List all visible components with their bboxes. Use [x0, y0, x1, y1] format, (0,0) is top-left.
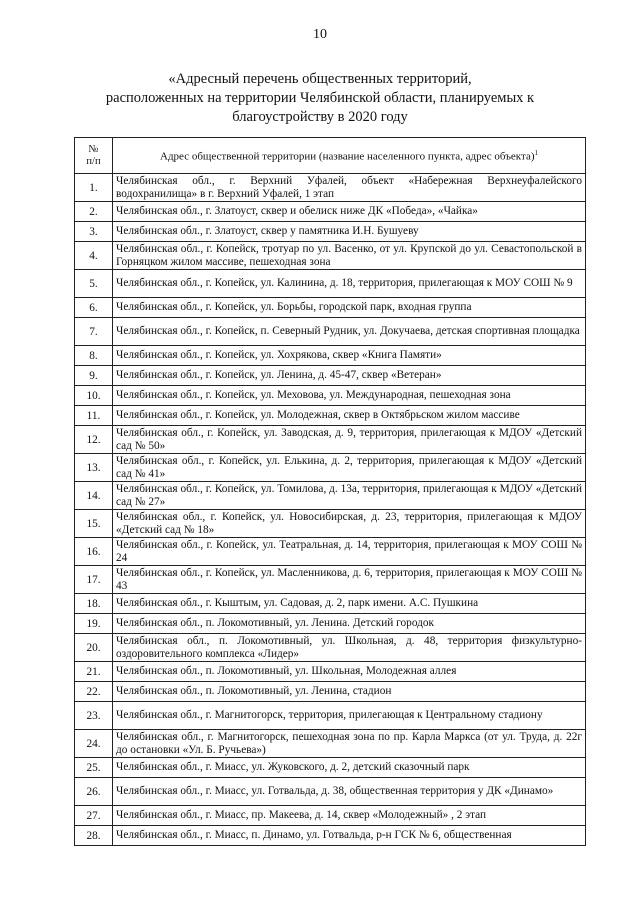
- table-row: [75, 482, 586, 510]
- row-number: 27.: [75, 806, 113, 826]
- title-line-1: «Адресный перечень общественных территорий,: [168, 71, 472, 87]
- row-address: Челябинская обл., г. Копейск, ул. Калинина, д. 18, территория, прилегающая к МОУ СОШ № 9: [113, 270, 586, 298]
- row-address: Челябинская обл., г. Копейск, ул. Борьбы, городской парк, входная группа: [113, 298, 586, 318]
- address-column-header: [113, 138, 586, 174]
- row-number: 2.: [75, 202, 113, 222]
- row-address: Челябинская обл., п. Локомотивный, ул. Школьная, Молодежная аллея: [113, 662, 586, 682]
- row-address: Челябинская обл., г. Верхний Уфалей, объект «Набережная Верхнеуфалейского водохранилища» в г. Верхний Уфалей, 1 этап: [113, 174, 586, 202]
- row-number: 11.: [75, 406, 113, 426]
- table-row: [75, 174, 586, 202]
- row-address: Челябинская обл., г. Копейск, ул. Масленникова, д. 6, территория, прилегающая к МОУ СОШ № 43: [113, 566, 586, 594]
- row-number: 8.: [75, 346, 113, 366]
- address-header-text: Адрес общественной территории (название населенного пункта, адрес объекта): [160, 150, 535, 163]
- title-line-2: расположенных на территории Челябинской области, планируемых к: [105, 90, 535, 106]
- row-address: Челябинская обл., г. Копейск, ул. Молодежная, сквер в Октябрьском жилом массиве: [113, 406, 586, 426]
- table-row: [75, 634, 586, 662]
- row-address: Челябинская обл., г. Миасс, п. Динамо, ул. Готвальда, р-н ГСК № 6, общественная: [113, 826, 586, 846]
- row-address: Челябинская обл., г. Миасс, ул. Жуковского, д. 2, детский сказочный парк: [113, 758, 586, 778]
- row-number: 28.: [75, 826, 113, 846]
- row-number: 25.: [75, 758, 113, 778]
- row-number: 20.: [75, 634, 113, 662]
- table-row: [75, 538, 586, 566]
- table-row: [75, 778, 586, 806]
- row-number: 14.: [75, 482, 113, 510]
- row-address: Челябинская обл., г. Златоуст, сквер и обелиск ниже ДК «Победа», «Чайка»: [113, 202, 586, 222]
- table-row: [75, 662, 586, 682]
- row-address: Челябинская обл., г. Магнитогорск, территория, прилегающая к Центральному стадиону: [113, 702, 586, 730]
- number-column-header: [75, 138, 113, 174]
- table-row: [75, 222, 586, 242]
- table-body: [75, 174, 586, 846]
- table-row: [75, 758, 586, 778]
- table-row: [75, 510, 586, 538]
- table-row: [75, 426, 586, 454]
- row-address: Челябинская обл., г. Копейск, ул. Меховова, ул. Международная, пешеходная зона: [113, 386, 586, 406]
- row-address: Челябинская обл., г. Копейск, ул. Хохрякова, сквер «Книга Памяти»: [113, 346, 586, 366]
- row-address: Челябинская обл., г. Копейск, ул. Заводская, д. 9, территория, прилегающая к МДОУ «Детский сад № 50»: [113, 426, 586, 454]
- row-address: Челябинская обл., г. Копейск, ул. Театральная, д. 14, территория, прилегающая к МОУ СОШ № 24: [113, 538, 586, 566]
- table-row: [75, 702, 586, 730]
- table-row: [75, 366, 586, 386]
- row-number: 10.: [75, 386, 113, 406]
- row-number: 1.: [75, 174, 113, 202]
- row-number: 12.: [75, 426, 113, 454]
- table-row: [75, 270, 586, 298]
- row-address: Челябинская обл., г. Копейск, ул. Томилова, д. 13а, территория, прилегающая к МДОУ «Детский сад № 27»: [113, 482, 586, 510]
- document-title: [80, 70, 560, 127]
- row-number: 17.: [75, 566, 113, 594]
- table-row: [75, 454, 586, 482]
- table-row: [75, 298, 586, 318]
- table-row: [75, 730, 586, 758]
- table-row: [75, 406, 586, 426]
- row-address: Челябинская обл., г. Копейск, п. Северный Рудник, ул. Докучаева, детская спортивная площадка: [113, 318, 586, 346]
- page-number: 10: [313, 27, 327, 42]
- row-number: 4.: [75, 242, 113, 270]
- row-address: Челябинская обл., п. Локомотивный, ул. Ленина, стадион: [113, 682, 586, 702]
- table-row: [75, 614, 586, 634]
- row-number: 23.: [75, 702, 113, 730]
- table-row: [75, 386, 586, 406]
- row-number: 16.: [75, 538, 113, 566]
- row-address: Челябинская обл., г. Златоуст, сквер у памятника И.Н. Бушуеву: [113, 222, 586, 242]
- table-row: [75, 242, 586, 270]
- table-header-row: [75, 138, 586, 174]
- number-sign: №: [88, 143, 99, 155]
- row-address: Челябинская обл., г. Кыштым, ул. Садовая, д. 2, парк имени. А.С. Пушкина: [113, 594, 586, 614]
- row-number: 7.: [75, 318, 113, 346]
- row-number: 21.: [75, 662, 113, 682]
- table-row: [75, 318, 586, 346]
- table-row: [75, 806, 586, 826]
- row-number: 6.: [75, 298, 113, 318]
- row-address: Челябинская обл., г. Копейск, ул. Новосибирская, д. 23, территория, прилегающая к МДОУ «Детский сад № 18»: [113, 510, 586, 538]
- row-number: 15.: [75, 510, 113, 538]
- row-number: 22.: [75, 682, 113, 702]
- row-address: Челябинская обл., г. Копейск, ул. Ленина, д. 45-47, сквер «Ветеран»: [113, 366, 586, 386]
- row-number: 19.: [75, 614, 113, 634]
- table-row: [75, 566, 586, 594]
- table-row: [75, 594, 586, 614]
- row-address: Челябинская обл., г. Магнитогорск, пешеходная зона по пр. Карла Маркса (от ул. Труда, д. 22г до остановки «Ул. Б. Ручьева»): [113, 730, 586, 758]
- title-line-3: благоустройству в 2020 году: [232, 109, 408, 125]
- row-address: Челябинская обл., п. Локомотивный, ул. Ленина. Детский городок: [113, 614, 586, 634]
- row-number: 18.: [75, 594, 113, 614]
- row-address: Челябинская обл., г. Миасс, ул. Готвальда, д. 38, общественная территория у ДК «Динамо»: [113, 778, 586, 806]
- row-address: Челябинская обл., г. Миасс, пр. Макеева, д. 14, сквер «Молодежный» , 2 этап: [113, 806, 586, 826]
- table-row: [75, 826, 586, 846]
- row-number: 9.: [75, 366, 113, 386]
- row-number: 3.: [75, 222, 113, 242]
- table-row: [75, 346, 586, 366]
- table-row: [75, 202, 586, 222]
- row-number: 24.: [75, 730, 113, 758]
- row-number: 13.: [75, 454, 113, 482]
- address-table: [74, 137, 586, 846]
- footnote-mark: 1: [534, 148, 538, 157]
- row-address: Челябинская обл., п. Локомотивный, ул. Школьная, д. 48, территория физкультурно-оздоровительного комплекса «Лидер»: [113, 634, 586, 662]
- row-number: 5.: [75, 270, 113, 298]
- number-abbrev: п/п: [86, 155, 101, 167]
- row-address: Челябинская обл., г. Копейск, ул. Елькина, д. 2, территория, прилегающая к МДОУ «Детский сад № 41»: [113, 454, 586, 482]
- row-address: Челябинская обл., г. Копейск, тротуар по ул. Васенко, от ул. Крупской до ул. Севастопольской в Горняцком жилом массиве, пешеходная зона: [113, 242, 586, 270]
- table-row: [75, 682, 586, 702]
- row-number: 26.: [75, 778, 113, 806]
